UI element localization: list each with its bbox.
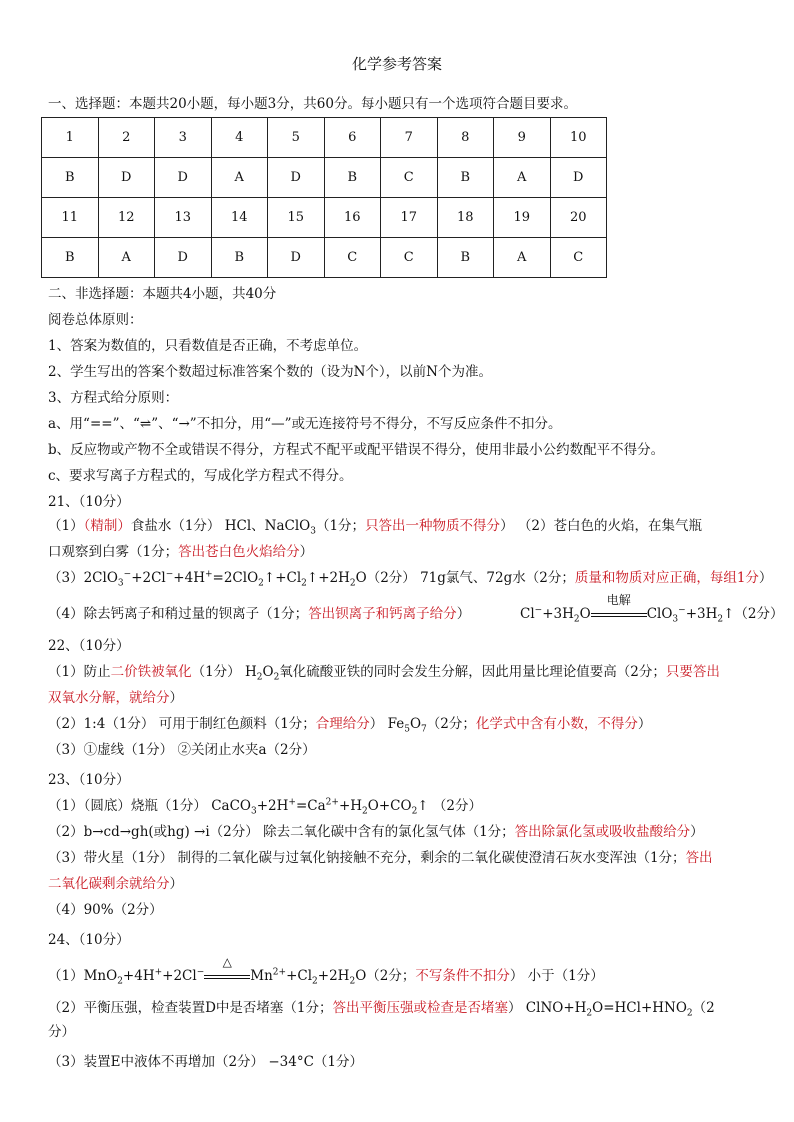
part1-heading: 一、选择题：本题共20小题，每小题3分，共60分。每小题只有一个选项符合题目要求。 [48, 96, 577, 112]
answer-table-cell: C [381, 158, 438, 198]
q22-heading: 22、（10分） [48, 638, 130, 654]
answer-table-cell: B [42, 238, 99, 278]
answer-table-cell: 19 [494, 198, 551, 238]
answer-table-row [42, 198, 607, 238]
answer-table-cell: 11 [42, 198, 99, 238]
q22-line1: （1）防止二价铁被氧化（1分） $H_2O_2$氧化硫酸亚铁的同时会发生分解，因此用量比理论值要高（2分；只要答出 [48, 664, 720, 683]
principle-c: c、要求写离子方程式的，写成化学方程式不得分。 [48, 468, 353, 484]
answer-table-cell: C [324, 238, 381, 278]
answer-table-cell: A [98, 238, 155, 278]
answer-table-cell: 2 [98, 118, 155, 158]
q23-line5: （4）90%（2分） [48, 902, 163, 918]
q23-line1: （1）（圆底）烧瓶（1分） $CaCO_3+2H^+=Ca^{2+}+H_2O+CO_2↑$ （2分） [48, 797, 482, 817]
answer-table-cell: 17 [381, 198, 438, 238]
q22-line2: 双氧水分解，就给分） [48, 690, 183, 706]
answer-table-cell: 1 [42, 118, 99, 158]
answer-table-cell: B [324, 158, 381, 198]
q22-line3: （2）1:4（1分） 可用于制红色颜料（1分；合理给分） $Fe_5O_7(2$分；化学式中含有小数，不得分） [48, 716, 652, 735]
principle-2: 2、学生写出的答案个数超过标准答案个数的（设为N个），以前N个为准。 [48, 364, 492, 380]
q21-line3: $(3)2ClO_3^-+2Cl^-+4H^+=2ClO_2↑+Cl_2↑+2H_2O(2$分） 71g氯气、72g水（2分；质量和物质对应正确，每组1分） [48, 569, 773, 589]
answer-table-cell: 5 [268, 118, 325, 158]
q23-line4: 二氧化碳剩余就给分） [48, 876, 183, 892]
q23-heading: 23、（10分） [48, 772, 130, 788]
answer-table [41, 117, 607, 278]
answer-table-row [42, 118, 607, 158]
principle-3: 3、方程式给分原则： [48, 390, 179, 406]
answer-table-cell: 8 [437, 118, 494, 158]
q24-line1: （1）MnO$_2$+4H++2Cl− △ $Mn^{2+}+Cl_2+2H_2O(2$分；不写条件不扣分） 小于（1分） [48, 955, 604, 987]
answer-table-row [42, 158, 607, 198]
answer-table-cell: 16 [324, 198, 381, 238]
answer-table-cell: D [268, 158, 325, 198]
answer-table-cell: 18 [437, 198, 494, 238]
q22-line4: （3）①虚线（1分） ②关闭止水夹a（2分） [48, 742, 316, 758]
q24-line4: （3）装置E中液体不再增加（2分） −34°C（1分） [48, 1054, 363, 1070]
page-title: 化学参考答案 [351, 55, 442, 73]
answer-table-row [42, 238, 607, 278]
q21-line2: 口观察到白雾（1分；答出苍白色火焰给分） [48, 544, 314, 560]
q21-line1: （1）（精制）食盐水（1分） HCl、NaClO$_3$（1分；只答出一种物质不得分） （2）苍白色的火焰，在集气瓶 [48, 518, 702, 537]
answer-table-cell: D [550, 158, 607, 198]
q24-line3: 分） [48, 1024, 75, 1040]
answer-table-cell: D [155, 158, 212, 198]
principles-heading: 阅卷总体原则： [48, 312, 143, 328]
answer-table-cell: B [437, 158, 494, 198]
answer-table-cell: D [98, 158, 155, 198]
answer-table-cell: C [381, 238, 438, 278]
answer-table-cell: A [494, 238, 551, 278]
principle-1: 1、答案为数值的，只看数值是否正确，不考虑单位。 [48, 338, 368, 354]
principle-a: a、用“==”、“⇌”、“→”不扣分，用“—”或无连接符号不得分，不写反应条件不扣分。 [48, 416, 562, 432]
answer-table-cell: A [211, 158, 268, 198]
q21-heading: 21、（10分） [48, 494, 130, 510]
answer-table-cell: B [211, 238, 268, 278]
answer-table-cell: 14 [211, 198, 268, 238]
answer-table-cell: 3 [155, 118, 212, 158]
answer-table-cell: B [437, 238, 494, 278]
answer-table-cell: 6 [324, 118, 381, 158]
answer-table-cell: A [494, 158, 551, 198]
q24-line2: （2）平衡压强，检查装置D中是否堵塞（1分；答出平衡压强或检查是否堵塞） $ClNO+H_2O=HCl+HNO_2(2$ [48, 1000, 715, 1019]
answer-table-cell: 10 [550, 118, 607, 158]
answer-table-cell: B [42, 158, 99, 198]
answer-table-cell: 9 [494, 118, 551, 158]
answer-table-cell: 15 [268, 198, 325, 238]
q21-line4: （4）除去钙离子和稍过量的钡离子（1分；答出钡离子和钙离子给分） [48, 606, 471, 622]
answer-table-cell: C [550, 238, 607, 278]
answer-table-cell: D [155, 238, 212, 278]
answer-table-cell: 7 [381, 118, 438, 158]
answer-table-cell: D [268, 238, 325, 278]
part2-heading: 二、非选择题：本题共4小题，共40分 [48, 286, 277, 302]
answer-table-cell: 4 [211, 118, 268, 158]
answer-table-cell: 12 [98, 198, 155, 238]
q24-heading: 24、（10分） [48, 932, 130, 948]
answer-table-cell: 13 [155, 198, 212, 238]
q23-line3: （3）带火星（1分） 制得的二氧化碳与过氧化钠接触不充分，剩余的二氧化碳使澄清石灰水变浑浊（1分；答出 [48, 850, 713, 866]
principle-b: b、反应物或产物不全或错误不得分，方程式不配平或配平错误不得分，使用非最小公约数配平不得分。 [48, 442, 665, 458]
q23-line2: （2）b→cd→gh(或hg) →i（2分） 除去二氧化碳中含有的氯化氢气体（1分；答出除氯化氢或吸收盐酸给分） [48, 824, 704, 840]
q21-electrolysis-equation: $Cl^-+3H_2O$ 电解 $ClO_3^-+3H_2↑(2$分） [520, 593, 784, 625]
answer-table-cell: 20 [550, 198, 607, 238]
